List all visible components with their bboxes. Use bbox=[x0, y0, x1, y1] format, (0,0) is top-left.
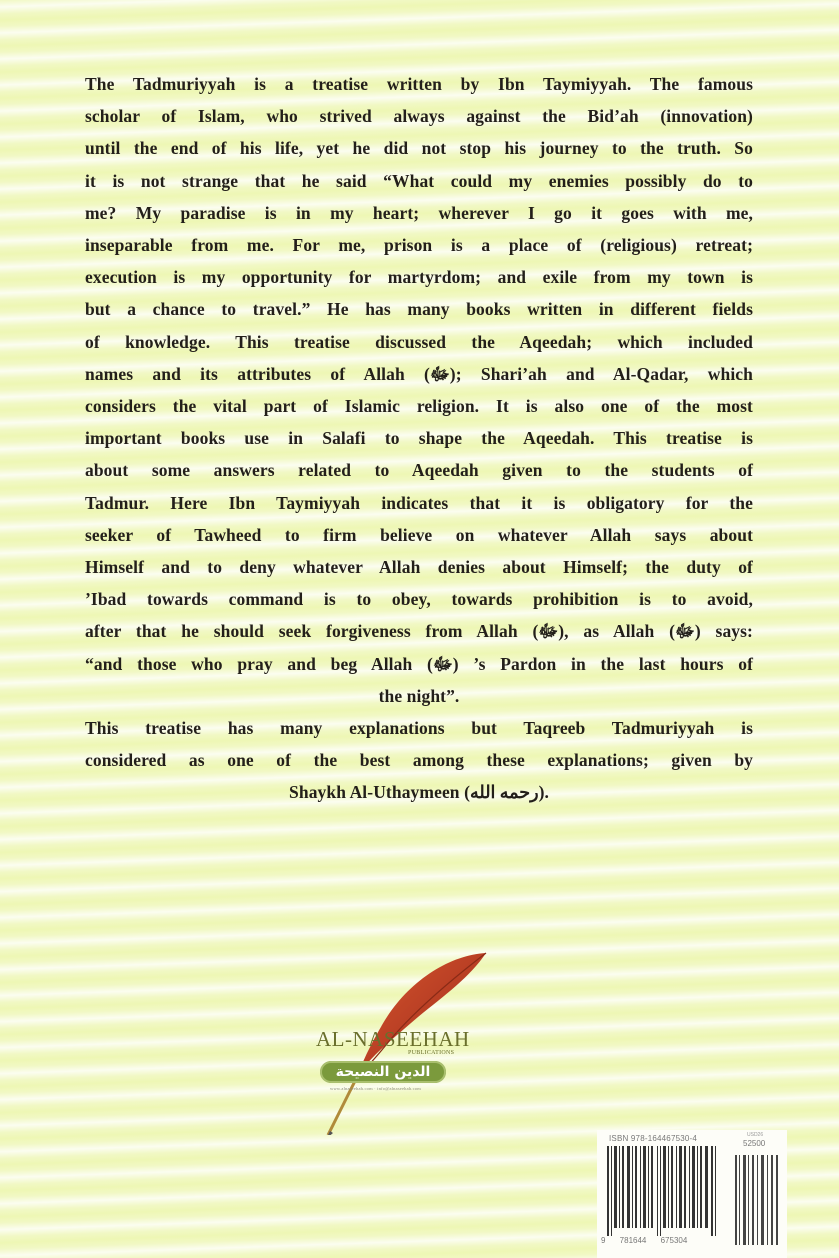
blurb-line: it is not strange that he said “What could my enemies possibly do to bbox=[85, 170, 753, 191]
blurb-line: important books use in Salafi to shape the Aqeedah. This treatise is bbox=[85, 428, 753, 449]
blurb-line: “and those who pray and beg Allah (ﷻ) ’s Pardon in the last hours of bbox=[85, 653, 753, 674]
blurb-line: Tadmur. Here Ibn Taymiyyah indicates that it is obligatory for the bbox=[85, 492, 753, 513]
publisher-subtitle: PUBLICATIONS bbox=[408, 1050, 455, 1056]
blurb-line: This treatise has many explanations but Taqreeb Tadmuriyyah is bbox=[85, 718, 753, 739]
publisher-name: AL-NASEEHAH bbox=[316, 1027, 470, 1051]
barcode-bars-icon bbox=[605, 1146, 720, 1236]
blurb-line: execution is my opportunity for martyrdom; and exile from my town is bbox=[85, 267, 753, 288]
blurb-line: considers the vital part of Islamic religion. It is also one of the most bbox=[85, 396, 753, 417]
publisher-motto: الدين النصيحة bbox=[320, 1061, 446, 1083]
blurb-line: but a chance to travel.” He has many books written in different fields bbox=[85, 299, 753, 320]
isbn-barcode bbox=[597, 1130, 787, 1258]
price-barcode-bars-icon bbox=[735, 1155, 779, 1245]
publisher-tagline: www.alnaseehah.com · info@alnaseehah.com bbox=[330, 1086, 421, 1091]
price-code: 52500 bbox=[743, 1139, 766, 1148]
blurb-line: of knowledge. This treatise discussed the Aqeedah; which included bbox=[85, 331, 753, 352]
blurb-line: after that he should seek forgiveness from Allah (ﷻ), as Allah (ﷻ) says: bbox=[85, 621, 753, 642]
blurb-line: until the end of his life, yet he did not stop his journey to the truth. So bbox=[85, 138, 753, 159]
publisher-logo bbox=[300, 945, 520, 1135]
blurb-line: considered as one of the best among these explanations; given by bbox=[85, 750, 753, 771]
blurb-line: seeker of Tawheed to firm believe on whatever Allah says about bbox=[85, 524, 753, 545]
blurb-text bbox=[85, 68, 753, 809]
blurb-line: Shaykh Al-Uthaymeen (رحمه الله). bbox=[289, 782, 549, 803]
blurb-line: scholar of Islam, who strived always against the Bid’ah (innovation) bbox=[85, 106, 753, 127]
blurb-line: ’Ibad towards command is to obey, towards prohibition is to avoid, bbox=[85, 589, 753, 610]
blurb-line: names and its attributes of Allah (ﷻ); Shari’ah and Al-Qadar, which bbox=[85, 363, 753, 384]
blurb-line: Himself and to deny whatever Allah denies about Himself; the duty of bbox=[85, 557, 753, 578]
blurb-line: me? My paradise is in my heart; wherever I go it goes with me, bbox=[85, 202, 753, 223]
blurb-line: The Tadmuriyyah is a treatise written by Ibn Taymiyyah. The famous bbox=[85, 74, 753, 94]
barcode-digits: 9 781644 675304 bbox=[601, 1236, 688, 1245]
price-label: USD26 bbox=[747, 1132, 764, 1138]
blurb-line: the night”. bbox=[378, 685, 460, 706]
blurb-line: about some answers related to Aqeedah given to the students of bbox=[85, 460, 753, 481]
blurb-line: inseparable from me. For me, prison is a place of (religious) retreat; bbox=[85, 235, 753, 256]
isbn-number: ISBN 978-164467530-4 bbox=[609, 1134, 698, 1143]
